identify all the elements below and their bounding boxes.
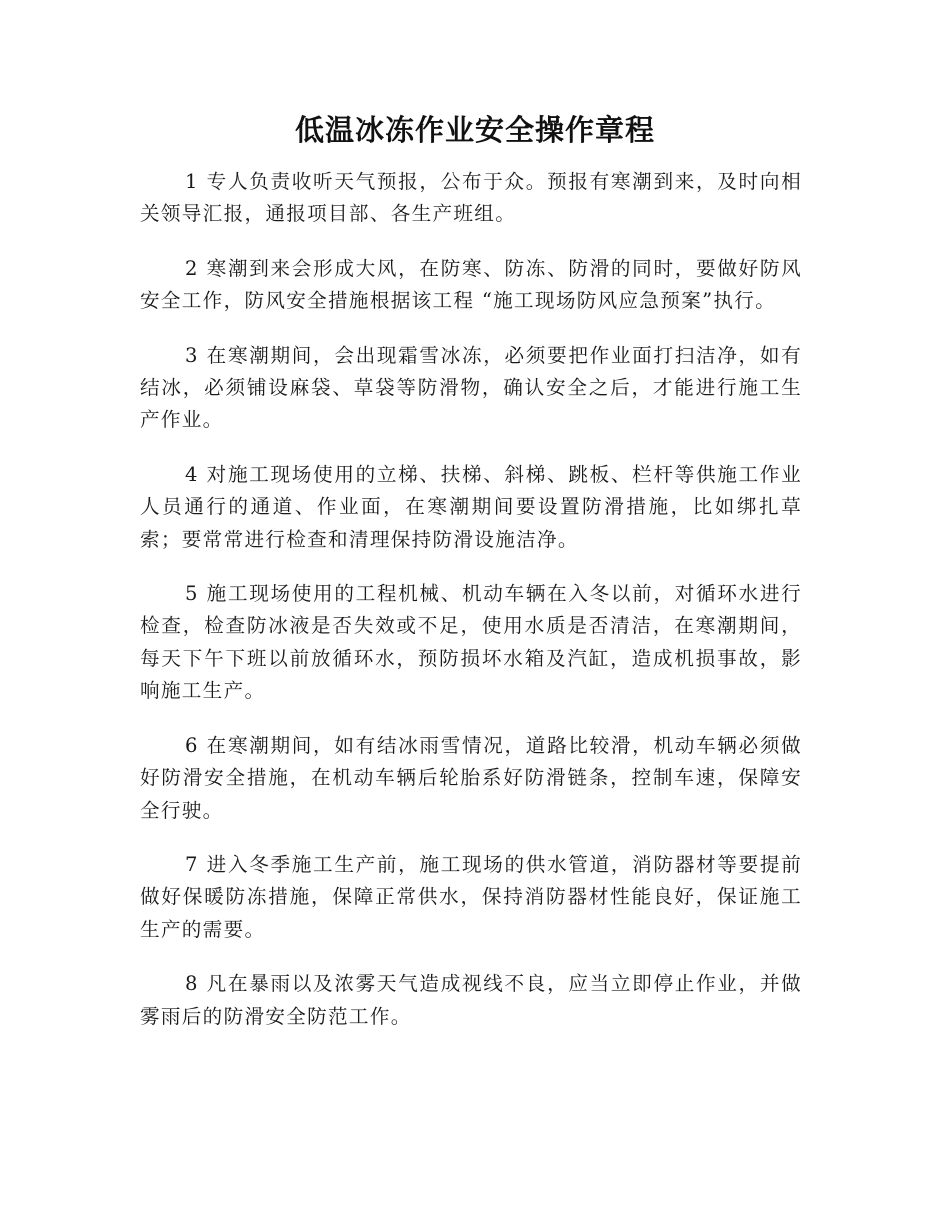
paragraph-1: 1 专人负责收听天气预报，公布于众。预报有寒潮到来，及时向相关领导汇报，通报项目部、各生产班组。	[140, 170, 802, 226]
paragraph-6: 6 在寒潮期间，如有结冰雨雪情况，道路比较滑，机动车辆必须做好防滑安全措施，在机动车辆后轮胎系好防滑链条，控制车速，保障安全行驶。	[140, 733, 802, 822]
paragraph-3: 3 在寒潮期间，会出现霜雪冰冻，必须要把作业面打扫洁净，如有结冰，必须铺设麻袋、草袋等防滑物，确认安全之后，才能进行施工生产作业。	[140, 343, 802, 432]
paragraph-5: 5 施工现场使用的工程机械、机动车辆在入冬以前，对循环水进行检查，检查防冰液是否失效或不足，使用水质是否清洁，在寒潮期间，每天下午下班以前放循环水，预防损坏水箱及汽缸，造成机损事故，影响施工生产。	[140, 582, 802, 703]
paragraph-7: 7 进入冬季施工生产前，施工现场的供水管道，消防器材等要提前做好保暖防冻措施，保障正常供水，保持消防器材性能良好，保证施工生产的需要。	[140, 852, 802, 941]
paragraph-4: 4 对施工现场使用的立梯、扶梯、斜梯、跳板、栏杆等供施工作业人员通行的通道、作业面，在寒潮期间要设置防滑措施，比如绑扎草索；要常常进行检查和清理保持防滑设施洁净。	[140, 462, 802, 551]
document-body	[140, 166, 802, 1055]
document-title: 低温冰冻作业安全操作章程	[294, 113, 655, 147]
paragraph-8: 8 凡在暴雨以及浓雾天气造成视线不良，应当立即停止作业，并做雾雨后的防滑安全防范工作。	[140, 972, 802, 1028]
paragraph-2: 2 寒潮到来会形成大风，在防寒、防冻、防滑的同时，要做好防风安全工作，防风安全措施根据该工程 “施工现场防风应急预案”执行。	[140, 256, 802, 313]
